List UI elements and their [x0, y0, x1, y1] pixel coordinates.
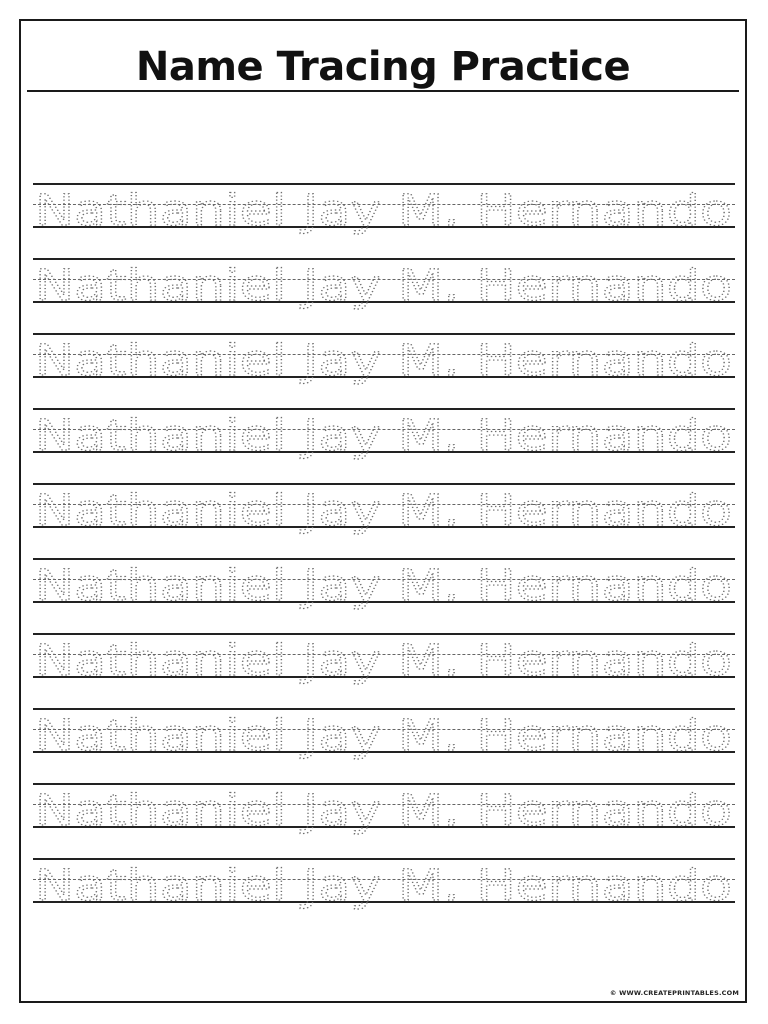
traceable-name — [33, 708, 735, 768]
traceable-name — [33, 333, 735, 393]
dotted-name-text: Nathaniel Jay M. Hernando — [35, 486, 733, 536]
title-divider — [27, 90, 739, 92]
tracing-row[interactable] — [33, 858, 735, 911]
dotted-name-text: Nathaniel Jay M. Hernando — [35, 411, 733, 461]
tracing-row[interactable] — [33, 183, 735, 236]
tracing-row[interactable] — [33, 558, 735, 611]
dotted-name-text: Nathaniel Jay M. Hernando — [35, 261, 733, 311]
traceable-name — [33, 858, 735, 918]
tracing-row[interactable] — [33, 408, 735, 461]
traceable-name — [33, 783, 735, 843]
tracing-row[interactable] — [33, 783, 735, 836]
dotted-name-text: Nathaniel Jay M. Hernando — [35, 561, 733, 611]
traceable-name — [33, 183, 735, 243]
tracing-row[interactable] — [33, 633, 735, 686]
worksheet-page — [19, 19, 747, 1003]
copyright-credit: © WWW.CREATEPRINTABLES.COM — [609, 989, 739, 997]
dotted-name-text: Nathaniel Jay M. Hernando — [35, 636, 733, 686]
dotted-name-text: Nathaniel Jay M. Hernando — [35, 336, 733, 386]
tracing-row[interactable] — [33, 483, 735, 536]
tracing-row[interactable] — [33, 708, 735, 761]
tracing-row[interactable] — [33, 258, 735, 311]
dotted-name-text: Nathaniel Jay M. Hernando — [35, 711, 733, 761]
tracing-row[interactable] — [33, 333, 735, 386]
traceable-name — [33, 258, 735, 318]
dotted-name-text: Nathaniel Jay M. Hernando — [35, 786, 733, 836]
traceable-name — [33, 408, 735, 468]
traceable-name — [33, 633, 735, 693]
dotted-name-text: Nathaniel Jay M. Hernando — [35, 861, 733, 911]
dotted-name-text: Nathaniel Jay M. Hernando — [35, 186, 733, 236]
page-title: Name Tracing Practice — [135, 44, 631, 90]
traceable-name — [33, 483, 735, 543]
traceable-name — [33, 558, 735, 618]
